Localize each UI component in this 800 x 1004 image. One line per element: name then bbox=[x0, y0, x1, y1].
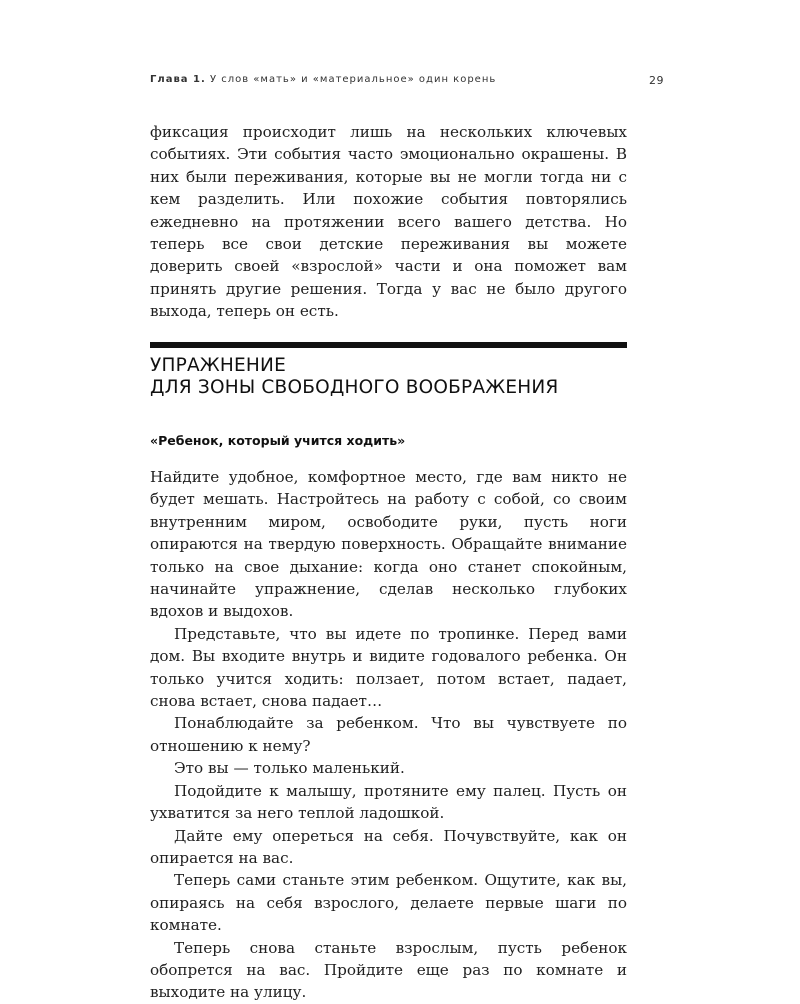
chapter-label: Глава 1. bbox=[150, 74, 206, 85]
page-number: 29 bbox=[649, 74, 664, 87]
section-rule bbox=[150, 342, 627, 348]
chapter-title: У слов «мать» и «материальное» один корень bbox=[209, 74, 497, 85]
exercise-text-block bbox=[150, 466, 627, 1004]
section-title-line-2: ДЛЯ ЗОНЫ СВОБОДНОГО ВООБРАЖЕНИЯ bbox=[150, 377, 559, 398]
exercise-paragraph: Дайте ему опереться на себя. Почувствуйте, как он опирается на вас. bbox=[150, 826, 627, 867]
running-head bbox=[150, 74, 664, 90]
section-title-line-1: УПРАЖНЕНИЕ bbox=[150, 355, 286, 376]
intro-paragraph: фиксация происходит лишь на нескольких ключевых событиях. Эти события часто эмоционально окрашены. В них были переживания, которые вы не могли тогда ни с кем разделить. Или похожие события повторялись ежедневно на протяжении всего вашего детства. Но теперь все свои детские переживания вы можете доверить своей «взрослой» части и она поможет вам принять другие решения. Тогда у вас не было другого выхода, теперь он есть. bbox=[150, 123, 627, 321]
exercise-paragraph: Найдите удобное, комфортное место, где вам никто не будет мешать. Настройтесь на работу с собой, со своим внутренним миром, освободите руки, пусть ноги опираются на твердую поверхность. Обращайте внимание только на свое дыхание: когда оно станет спокойным, начинайте упражнение, сделав несколько глубоких вдохов и выдохов. bbox=[150, 468, 627, 621]
section-title bbox=[150, 355, 627, 399]
intro-text-block bbox=[150, 121, 627, 323]
exercise-paragraph: Теперь сами станьте этим ребенком. Ощутите, как вы, опираясь на себя взрослого, делаете первые шаги по комнате. bbox=[150, 871, 627, 935]
exercise-paragraph: Представьте, что вы идете по тропинке. Перед вами дом. Вы входите внутрь и видите годовалого ребенка. Он только учится ходить: ползает, потом встает, падает, снова встает, снова падает… bbox=[150, 624, 627, 711]
exercise-paragraph: Понаблюдайте за ребенком. Что вы чувствуете по отношению к нему? bbox=[150, 714, 627, 755]
exercise-title: «Ребенок, который учится ходить» bbox=[150, 433, 406, 448]
exercise-paragraph: Теперь снова станьте взрослым, пусть ребенок обопрется на вас. Пройдите еще раз по комнате и выходите на улицу. bbox=[150, 938, 627, 1002]
exercise-paragraph: Подойдите к малышу, протяните ему палец. Пусть он ухватится за него теплой ладошкой. bbox=[150, 781, 627, 823]
exercise-paragraph: Это вы — только маленький. bbox=[174, 759, 405, 778]
